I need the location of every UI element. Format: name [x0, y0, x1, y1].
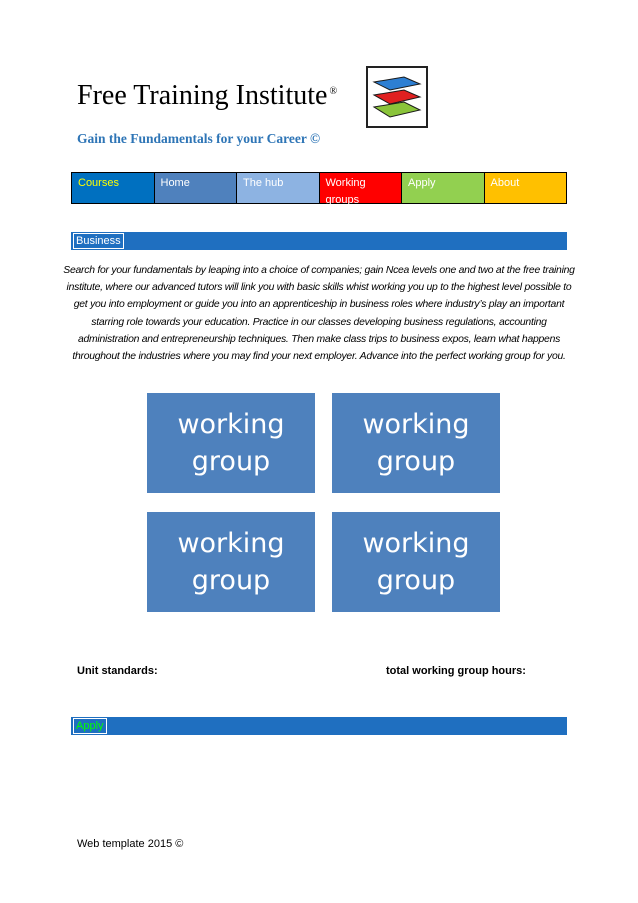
- working-group-label: working group: [362, 528, 470, 596]
- nav-item-apply[interactable]: Apply: [402, 173, 485, 203]
- unit-standards-label: Unit standards:: [77, 665, 158, 677]
- working-group-tile[interactable]: [332, 512, 500, 612]
- nav-item-courses[interactable]: Courses: [72, 173, 155, 203]
- nav-item-working-groups[interactable]: Working groups: [320, 173, 403, 203]
- working-group-tile[interactable]: [147, 393, 315, 493]
- site-subtitle: Gain the Fundamentals for your Career ©: [77, 131, 321, 146]
- working-group-tile[interactable]: [332, 393, 500, 493]
- nav-item-home[interactable]: Home: [155, 173, 238, 203]
- total-hours-label: total working group hours:: [386, 665, 526, 677]
- nav-item-about[interactable]: About: [485, 173, 567, 203]
- business-description: Search for your fundamentals by leaping into a choice of companies; gain Ncea levels one and two at the free training institute, where our advanced tutors will link you with basic skills whist working you up to the highest level possible to get you into employment or guide you into an apprenticeship in business roles where industry’s play an important starring role towards your education. Practice in our classes developing business regulations, accounting administration and entrepreneurship techniques. Then make class trips to business expos, learn what happens throughout the industries where you may find your next employer. Advance into the perfect working group for you.: [63, 265, 575, 363]
- registered-mark: ®: [329, 85, 338, 97]
- nav-item-the-hub[interactable]: The hub: [237, 173, 320, 203]
- working-group-tile[interactable]: [147, 512, 315, 612]
- business-section-bar: [71, 232, 567, 250]
- business-section-label: Business: [73, 233, 124, 249]
- main-nav: [71, 172, 567, 204]
- apply-section-label[interactable]: Apply: [73, 718, 107, 734]
- site-title-text: Free Training Institute: [77, 80, 328, 111]
- working-group-label: working group: [177, 409, 285, 477]
- footer-text: Web template 2015 ©: [77, 838, 184, 850]
- apply-section-bar: [71, 717, 567, 735]
- working-group-label: working group: [362, 409, 470, 477]
- stacked-layers-logo-icon: [366, 66, 428, 128]
- working-group-label: working group: [177, 528, 285, 596]
- site-title: [77, 80, 337, 112]
